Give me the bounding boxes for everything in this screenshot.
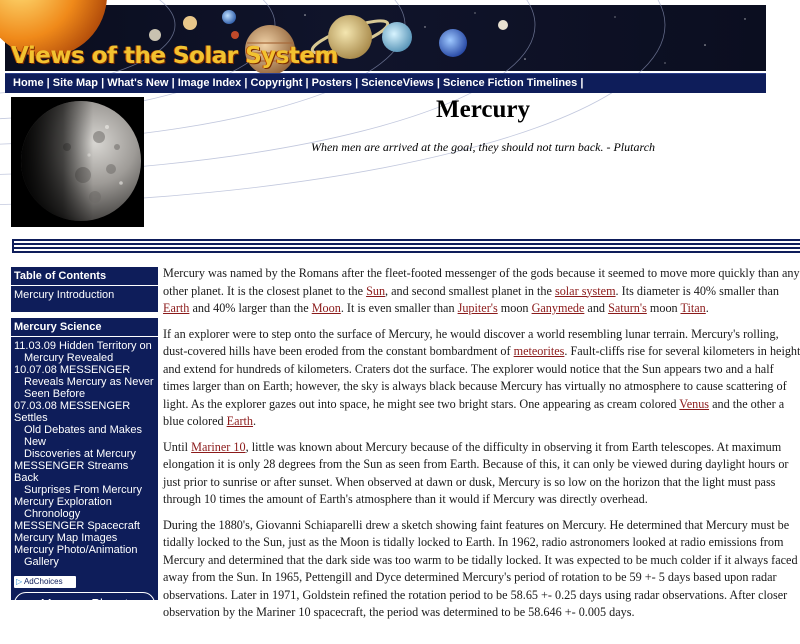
nav-image-index[interactable]: Image Index — [177, 77, 242, 89]
news-line: Discoveries at Mercury — [24, 448, 136, 460]
mercury-photo — [11, 97, 144, 227]
link-saturn[interactable]: Saturn's — [608, 301, 647, 315]
sidebar-link-mercury-introduction[interactable]: Mercury Introduction — [14, 289, 115, 301]
text-line: Mercury and determined that the dark side was too warm to be tidally locked. It was expected to be much colder if it always faced — [163, 552, 798, 567]
adchoices-badge[interactable] — [14, 576, 76, 588]
sidebar-news-item[interactable] — [11, 400, 158, 460]
paragraph — [163, 517, 800, 622]
nav-separator: | — [305, 77, 312, 89]
link-titan[interactable]: Titan — [680, 301, 706, 315]
text-line: times larger than on Earth; however, the sky is always black because Mercury has virtually no atmosphere to cause scattering of — [163, 379, 787, 393]
news-line: Seen Before — [24, 388, 86, 400]
news-line: Old Debates and Makes New — [24, 424, 143, 448]
link-mariner-10[interactable]: Mariner 10 — [191, 439, 246, 454]
sidebar-link-messenger-spacecraft[interactable]: MESSENGER Spacecraft — [14, 520, 140, 532]
nav-scienceviews[interactable]: ScienceViews — [361, 77, 434, 89]
section-divider — [12, 239, 800, 253]
link-earth[interactable]: Earth — [163, 301, 190, 315]
nav-whats-new[interactable]: What's New — [107, 77, 169, 89]
text-line: Mercury was named by the Romans after the fleet-footed messenger of the gods because it seemed to move more quickly than any — [163, 266, 800, 280]
link-solar-system[interactable]: solar system — [554, 283, 616, 298]
uranus-illustration — [382, 22, 412, 52]
nav-home[interactable]: Home — [13, 77, 44, 89]
text-line: . It is even smaller than — [340, 301, 458, 315]
main-content — [163, 265, 800, 619]
text-line: away from the Sun. In 1965, Pettengill and Dyce determined Mercury's period of rotation to be 59 +- 5 days based upon radar — [163, 570, 777, 584]
text-line: tidally locked to the Sun, just as the Moon is tidally locked to Earth. In 1962, radio astronomers looked at radio emissions from — [163, 535, 784, 549]
news-line: Mercury Revealed — [24, 352, 114, 364]
neptune-illustration — [439, 29, 467, 57]
link-jupiter[interactable]: Jupiter's — [457, 301, 498, 315]
text-line: through 10 times the amount of Earth's atmosphere than it would if Mercury was directly overhead. — [163, 492, 648, 506]
gallery-line: Gallery — [24, 556, 59, 568]
text-line: blue colored — [163, 414, 227, 428]
text-line: other planet. It is the closest planet to the — [163, 283, 367, 298]
adchoices-icon: ▷ — [16, 577, 23, 586]
text-line: During the 1880's, Giovanni Schiaparelli drew a sketch showing faint features on Mercury. He determined that Mercury must be — [163, 517, 790, 532]
news-line: MESSENGER Streams Back — [14, 460, 129, 484]
sidebar — [11, 267, 158, 611]
site-banner[interactable] — [5, 5, 766, 71]
text-line: just prior to sunrise or after sunset. When observed at dawn or dusk, Mercury is so low on the horizon that the light must pass — [163, 474, 776, 489]
text-line: dust-covered hills have been eroded from the constant bombardment of — [163, 344, 514, 358]
news-line: Surprises From Mercury — [24, 484, 142, 496]
paragraph — [163, 439, 800, 509]
text-line: . Its diameter is 40% smaller than — [615, 283, 780, 298]
top-nav-bar — [5, 73, 766, 93]
gallery-line: Mercury Photo/Animation — [14, 544, 138, 556]
nav-posters[interactable]: Posters — [311, 77, 352, 89]
nav-separator: | — [171, 77, 178, 89]
page-quote: When men are arrived at the goal, they should not turn back. - Plutarch — [310, 140, 656, 154]
link-earth[interactable]: Earth — [226, 414, 254, 428]
nav-separator: | — [244, 77, 251, 89]
text-line: If an explorer were to step onto the surface of Mercury, he would discover a world resembling lunar terrain. Mercury's rolling, — [163, 326, 779, 341]
nav-separator: | — [101, 77, 108, 89]
text-line: and extend for hundreds of kilometers. Craters dot the surface. The explorer would notice that the Sun appears two and a half — [163, 361, 774, 376]
news-line: 11.03.09 Hidden Territory on — [14, 340, 152, 352]
link-sun[interactable]: Sun — [366, 283, 386, 298]
toc-heading: Table of Contents — [11, 267, 158, 286]
link-meteorites[interactable]: meteorites — [513, 344, 565, 358]
adchoices-label: AdChoices — [23, 577, 63, 586]
news-line: Chronology — [24, 508, 81, 520]
ad-link-button[interactable] — [14, 620, 155, 644]
paragraph — [163, 326, 800, 431]
text-line: and the other a — [709, 396, 785, 411]
text-line: and — [584, 301, 609, 315]
sidebar-news-item[interactable] — [11, 364, 158, 400]
text-line: moon — [646, 301, 681, 315]
nav-science-fiction-timelines[interactable]: Science Fiction Timelines — [442, 77, 578, 89]
text-line: . — [253, 414, 257, 428]
text-line: moon — [497, 301, 532, 315]
text-line: elongation it is only 28 degrees from the Sun as seen from Earth. Because of this, it can only be viewed during daylight hours or — [163, 457, 789, 471]
ad-link-mercury-planet[interactable]: Mercury Planet — [14, 592, 155, 616]
text-line: and 40% larger than the — [189, 301, 312, 315]
link-ganymede[interactable]: Ganymede — [531, 301, 585, 315]
link-venus[interactable]: Venus — [679, 396, 710, 411]
page-title: Mercury — [436, 96, 530, 123]
nav-separator: | — [355, 77, 362, 89]
sidebar-link-photo-gallery[interactable] — [11, 544, 158, 568]
link-moon[interactable]: Moon — [311, 301, 341, 315]
science-heading: Mercury Science — [11, 318, 158, 337]
nav-site-map[interactable]: Site Map — [52, 77, 98, 89]
text-line: observation by the Mariner 10 spacecraft, the period was determined to be 58.646 +- 0.005 days. — [163, 605, 635, 619]
text-line: . Fault-cliffs rise for several kilometers in height — [564, 344, 800, 358]
text-line: , little was known about Mercury because of the difficulty in observing it from Earth telescopes. At maximum — [245, 439, 782, 454]
nav-separator: | — [580, 77, 584, 89]
news-line: 07.03.08 MESSENGER Settles — [14, 400, 131, 424]
text-line: . — [705, 301, 709, 315]
news-line: Mercury Exploration — [14, 496, 112, 508]
nav-separator: | — [436, 77, 443, 89]
paragraph — [163, 265, 800, 318]
site-logo-title[interactable]: Views of the Solar System — [11, 43, 339, 69]
text-line: light. As the explorer gazes out into space, he might see two bright stars. One appearing as cream colored — [163, 396, 680, 411]
news-line: Reveals Mercury as Never — [24, 376, 154, 388]
news-line: 10.07.08 MESSENGER — [14, 364, 131, 376]
sidebar-link-mercury-map-images[interactable]: Mercury Map Images — [14, 532, 118, 544]
nav-copyright[interactable]: Copyright — [250, 77, 303, 89]
sidebar-news-item[interactable] — [11, 460, 158, 496]
text-line: observations. Later in 1971, Goldstein refined the rotation period to be 58.65 +- 0.25 days using radar observations. After closer — [163, 587, 788, 602]
text-line: Until — [163, 439, 192, 454]
nav-separator: | — [46, 77, 53, 89]
text-line: , and second smallest planet in the — [385, 283, 555, 298]
sidebar-news-item[interactable] — [11, 340, 158, 364]
sidebar-news-item[interactable] — [11, 496, 158, 520]
